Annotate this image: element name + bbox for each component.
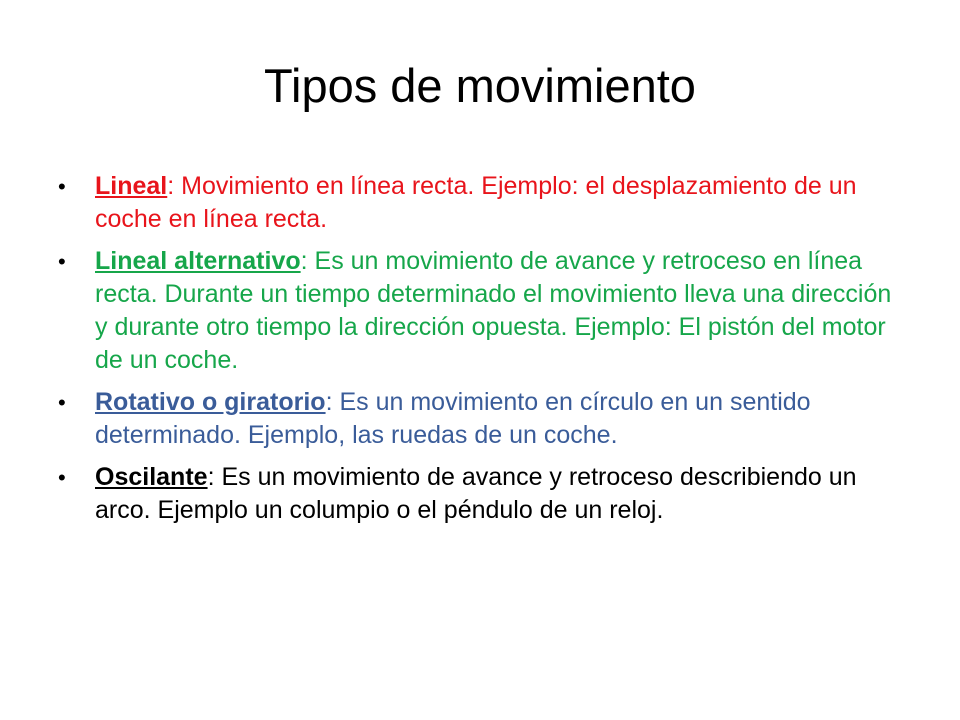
bullet-term: Rotativo o giratorio [95, 388, 326, 416]
bullet-item-lineal-alternativo [58, 245, 908, 377]
bullet-term: Lineal [95, 172, 168, 200]
bullet-term: Oscilante [95, 463, 208, 491]
bullet-icon: • [58, 465, 66, 490]
bullet-item-lineal [58, 170, 908, 236]
bullet-icon: • [58, 249, 66, 274]
bullet-term: Lineal alternativo [95, 247, 301, 275]
bullet-item-rotativo [58, 386, 908, 452]
bullet-icon: • [58, 174, 66, 199]
bullet-separator: : [325, 388, 333, 416]
bullet-separator: : [167, 172, 175, 200]
bullet-item-oscilante [58, 461, 908, 527]
bullet-text: Movimiento en línea recta. Ejemplo: el desplazamiento de un coche en línea recta. [95, 172, 857, 233]
bullet-separator: : [207, 463, 215, 491]
bullet-icon: • [58, 390, 66, 415]
bullet-separator: : [300, 247, 308, 275]
bullet-text: Es un movimiento de avance y retroceso describiendo un arco. Ejemplo un columpio o el péndulo de un reloj. [95, 463, 857, 524]
slide-title: Tipos de movimiento [264, 59, 696, 112]
bullet-list [58, 170, 908, 536]
bullet-text: Es un movimiento de avance y retroceso en línea recta. Durante un tiempo determinado el movimiento lleva una dirección y durante otro tiempo la dirección opuesta. Ejemplo: El pistón del motor de un coche. [95, 247, 892, 374]
bullet-text: Es un movimiento en círculo en un sentido determinado. Ejemplo, las ruedas de un coche. [95, 388, 811, 449]
